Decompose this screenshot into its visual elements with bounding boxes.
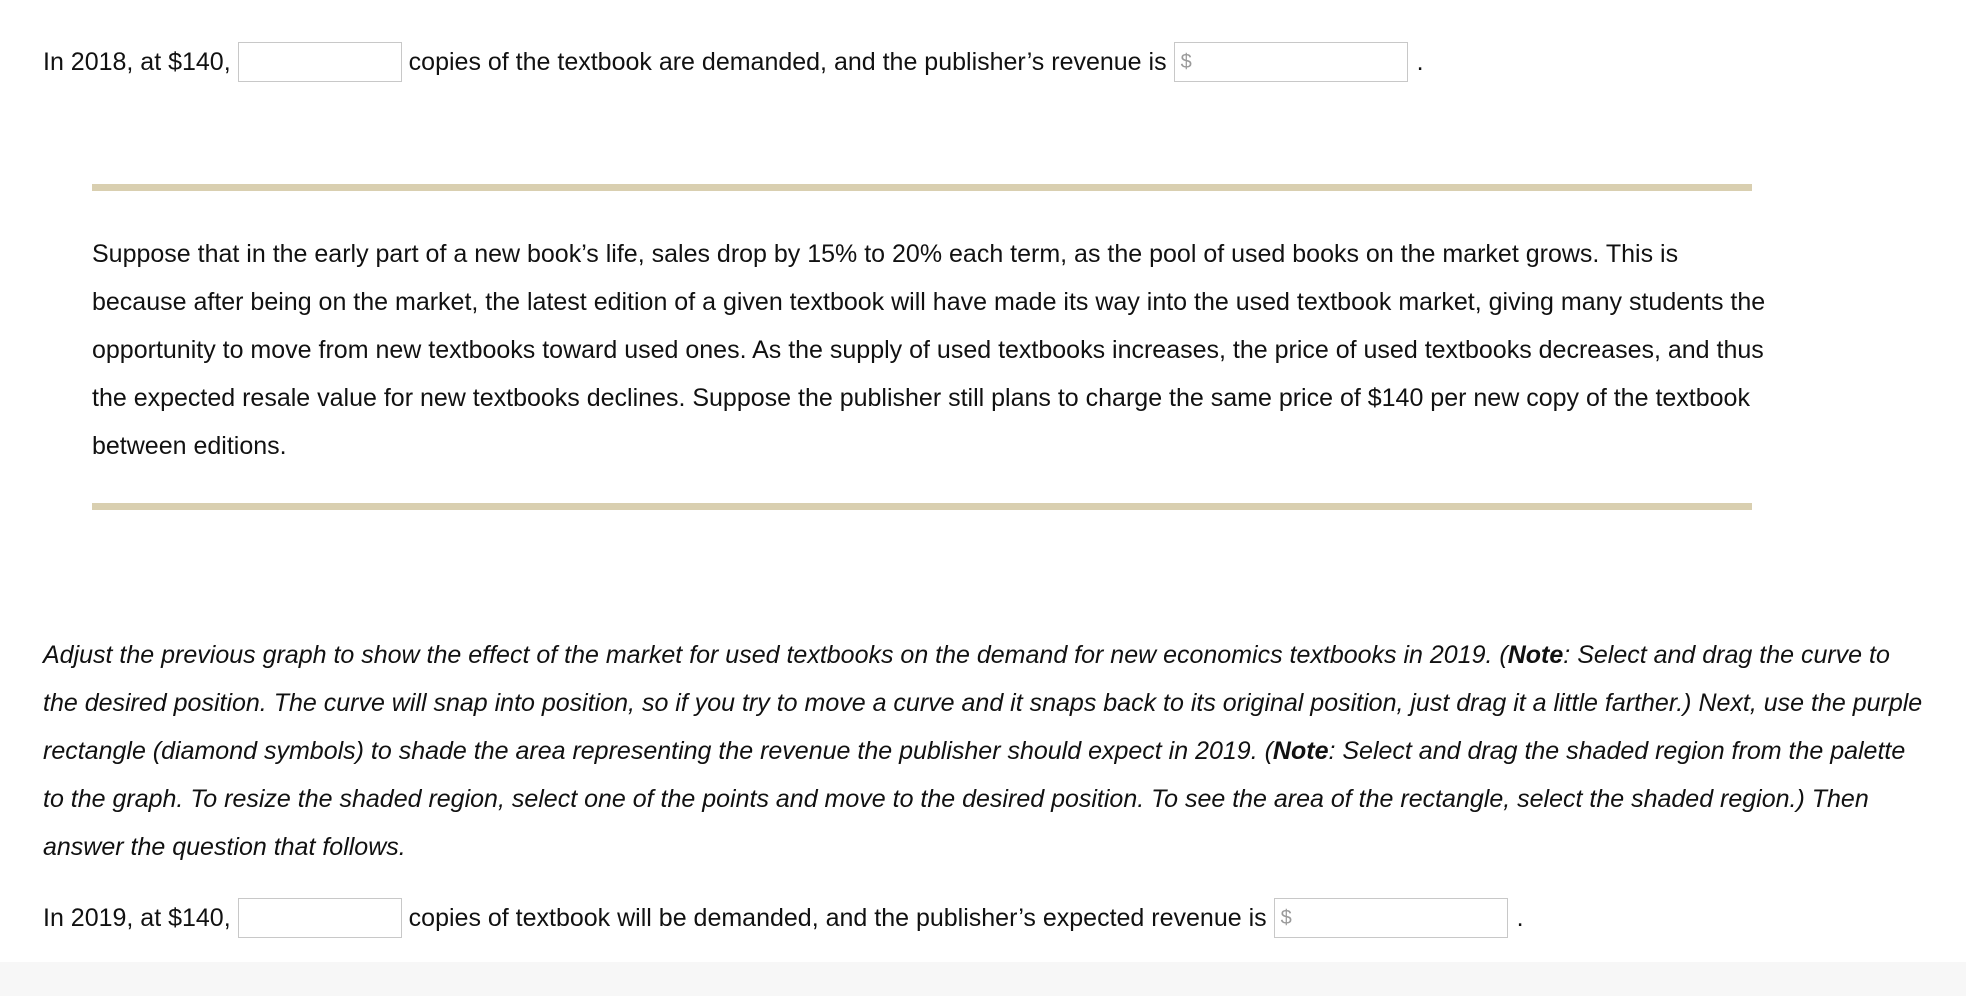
quantity-2018-input[interactable] <box>238 42 402 82</box>
dollar-sign-icon: $ <box>1180 51 1192 73</box>
q2018-prefix: In 2018, at $140, <box>43 47 231 76</box>
scenario-top-divider <box>92 184 1752 191</box>
instructions-part1: Adjust the previous graph to show the effect of the market for used textbooks on the demand for new economics textbooks in 2019. ( <box>43 641 1508 669</box>
instructions-part3: : Select and drag the shaded region from the palette to the graph. To resize the shaded region, select one of the points and move to the desired position. To see the area of the rectangle, select the shaded region.) Then answer the question that follows. <box>43 737 1906 861</box>
quantity-2019-input[interactable] <box>238 898 402 938</box>
q2019-middle: copies of textbook will be demanded, and the publisher’s expected revenue is <box>408 903 1267 932</box>
q2019-prefix: In 2019, at $140, <box>43 903 231 932</box>
revenue-2018-input[interactable] <box>1174 42 1408 82</box>
scenario-bottom-divider <box>92 503 1752 510</box>
note-label-2: Note <box>1272 737 1329 765</box>
note-label-1: Note <box>1507 641 1564 669</box>
q2019-period: . <box>1516 903 1524 932</box>
footer-band <box>0 962 1966 996</box>
instructions-paragraph <box>43 631 1923 871</box>
question-2018 <box>43 42 1424 82</box>
revenue-2019-input[interactable] <box>1274 898 1508 938</box>
q2018-middle: copies of the textbook are demanded, and the publisher’s revenue is <box>408 47 1167 76</box>
question-2019 <box>43 898 1524 938</box>
instructions-part2: : Select and drag the curve to the desired position. The curve will snap into position, so if you try to move a curve and it snaps back to its original position, just drag it a little farther.) Next, use the purple rectangle (diamond symbols) to shade the area representing the revenue the publisher should expect in 2019. ( <box>43 641 1923 765</box>
dollar-sign-icon: $ <box>1280 907 1292 929</box>
scenario-paragraph: Suppose that in the early part of a new book’s life, sales drop by 15% to 20% each term, as the pool of used books on the market grows. This is because after being on the market, the latest edition of a given textbook will have made its way into the used textbook market, giving many students the opportunity to move from new textbooks toward used ones. As the supply of used textbooks increases, the price of used textbooks decreases, and thus the expected resale value for new textbooks declines. Suppose the publisher still plans to charge the same price of $140 per new copy of the textbook between editions. <box>92 240 1766 460</box>
q2018-period: . <box>1416 47 1424 76</box>
